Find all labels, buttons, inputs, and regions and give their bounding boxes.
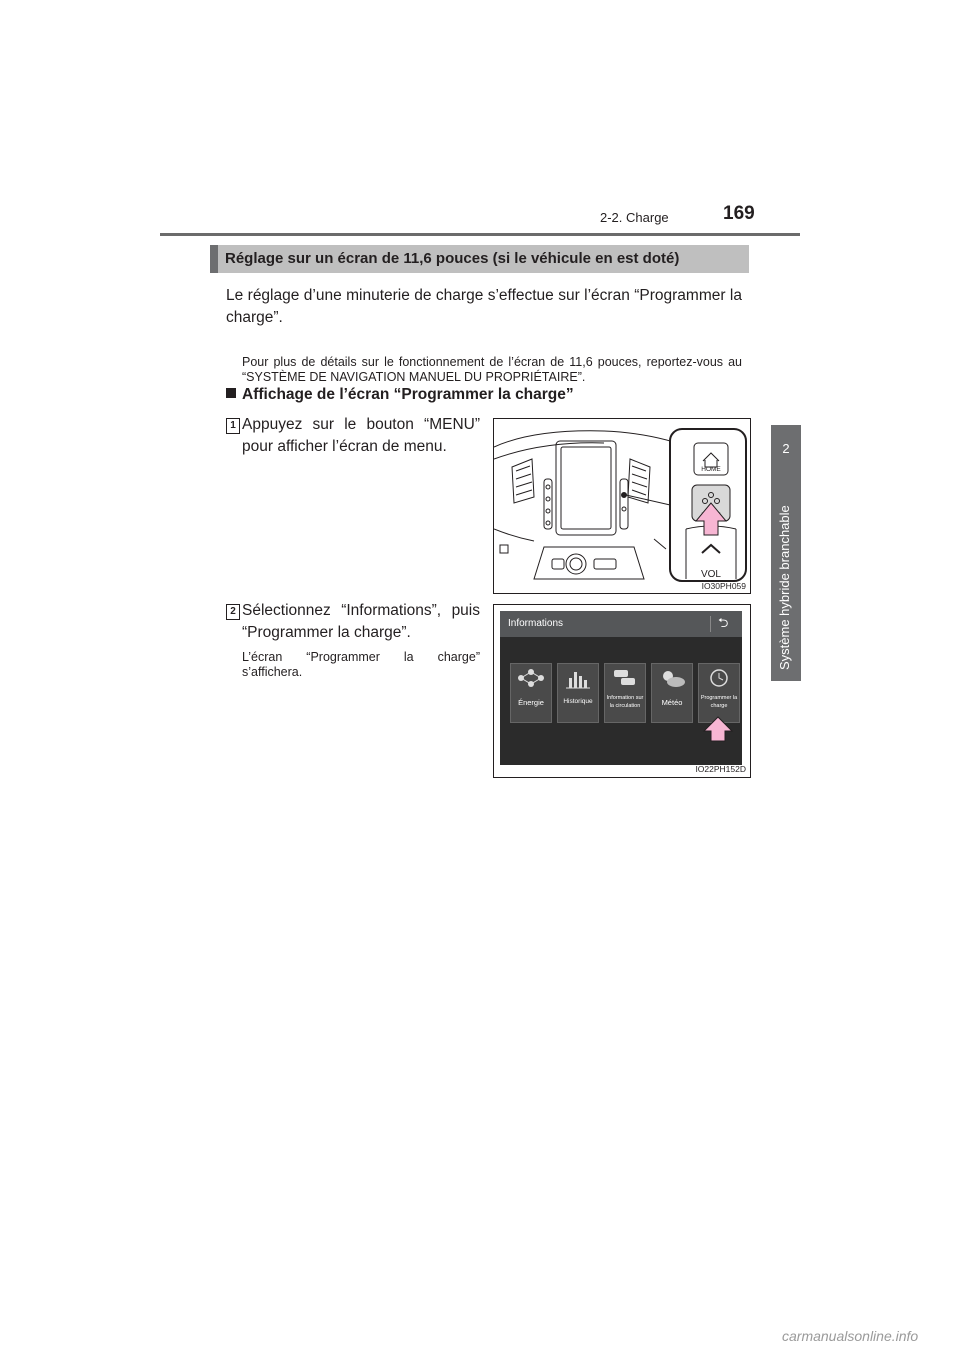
tile-label: Énergie bbox=[518, 698, 544, 707]
vol-label: VOL bbox=[700, 569, 722, 580]
step-badge-1: 1 bbox=[226, 418, 240, 434]
figure-2-code: IO22PH152D bbox=[695, 764, 746, 774]
weather-icon bbox=[652, 664, 692, 694]
intro-paragraph: Le réglage d’une minuterie de charge s’effectue sur l’écran “Programmer la charge”. bbox=[226, 287, 742, 326]
subheading-text: Affichage de l’écran “Programmer la charge” bbox=[242, 386, 574, 403]
back-icon[interactable]: ⮌ bbox=[718, 615, 729, 630]
step-1-text: Appuyez sur le bouton “MENU” pour afficher l’écran de menu. bbox=[242, 416, 480, 455]
step-2-text: Sélectionnez “Informations”, puis “Programmer la charge”. bbox=[242, 602, 480, 641]
page-number: 169 bbox=[723, 203, 755, 224]
tile-historique[interactable] bbox=[557, 663, 599, 723]
section-heading-accent bbox=[210, 245, 218, 273]
figure-informations-screen bbox=[493, 604, 751, 778]
section-title: Réglage sur un écran de 11,6 pouces (si le véhicule en est doté) bbox=[225, 250, 680, 267]
figure-dashboard bbox=[493, 418, 751, 594]
square-bullet-icon bbox=[226, 388, 236, 398]
header-rule bbox=[160, 233, 800, 236]
tile-energie[interactable] bbox=[510, 663, 552, 723]
tile-meteo[interactable] bbox=[651, 663, 693, 723]
chapter-title: Système hybride branchable bbox=[777, 505, 792, 670]
tile-label: Météo bbox=[661, 698, 683, 707]
tile-label: Historique bbox=[563, 698, 593, 705]
tile-programmer-charge[interactable] bbox=[698, 663, 740, 723]
screen bbox=[500, 611, 742, 765]
tile-label: Programmer la charge bbox=[700, 695, 738, 709]
energy-flow-icon bbox=[511, 664, 551, 694]
subheading bbox=[226, 386, 574, 404]
watermark: carmanualsonline.info bbox=[782, 1328, 919, 1344]
step-badge-2: 2 bbox=[226, 604, 240, 620]
running-header-section: 2-2. Charge bbox=[600, 210, 669, 225]
tile-label: Information sur la circulation bbox=[606, 695, 644, 709]
intro-note: Pour plus de détails sur le fonctionnement de l’écran de 11,6 pouces, reportez-vous au “SYSTÈME DE NAVIGATION MANUEL DU PROPRIÉTAIRE”. bbox=[242, 355, 742, 384]
pointer-arrow-icon bbox=[702, 715, 734, 743]
home-button-label: HOME bbox=[701, 466, 721, 473]
charge-clock-icon bbox=[699, 664, 739, 694]
traffic-cars-icon bbox=[605, 664, 645, 694]
chapter-number: 2 bbox=[782, 441, 790, 456]
screen-title-bar bbox=[500, 611, 742, 637]
dashboard-illustration bbox=[494, 419, 750, 593]
step-2-note: L’écran “Programmer la charge” s’affichera. bbox=[242, 650, 480, 679]
title-divider bbox=[710, 616, 711, 632]
tile-circulation[interactable] bbox=[604, 663, 646, 723]
bar-chart-icon bbox=[558, 664, 598, 694]
screen-title: Informations bbox=[508, 618, 564, 629]
figure-1-code: IO30PH059 bbox=[701, 581, 746, 591]
